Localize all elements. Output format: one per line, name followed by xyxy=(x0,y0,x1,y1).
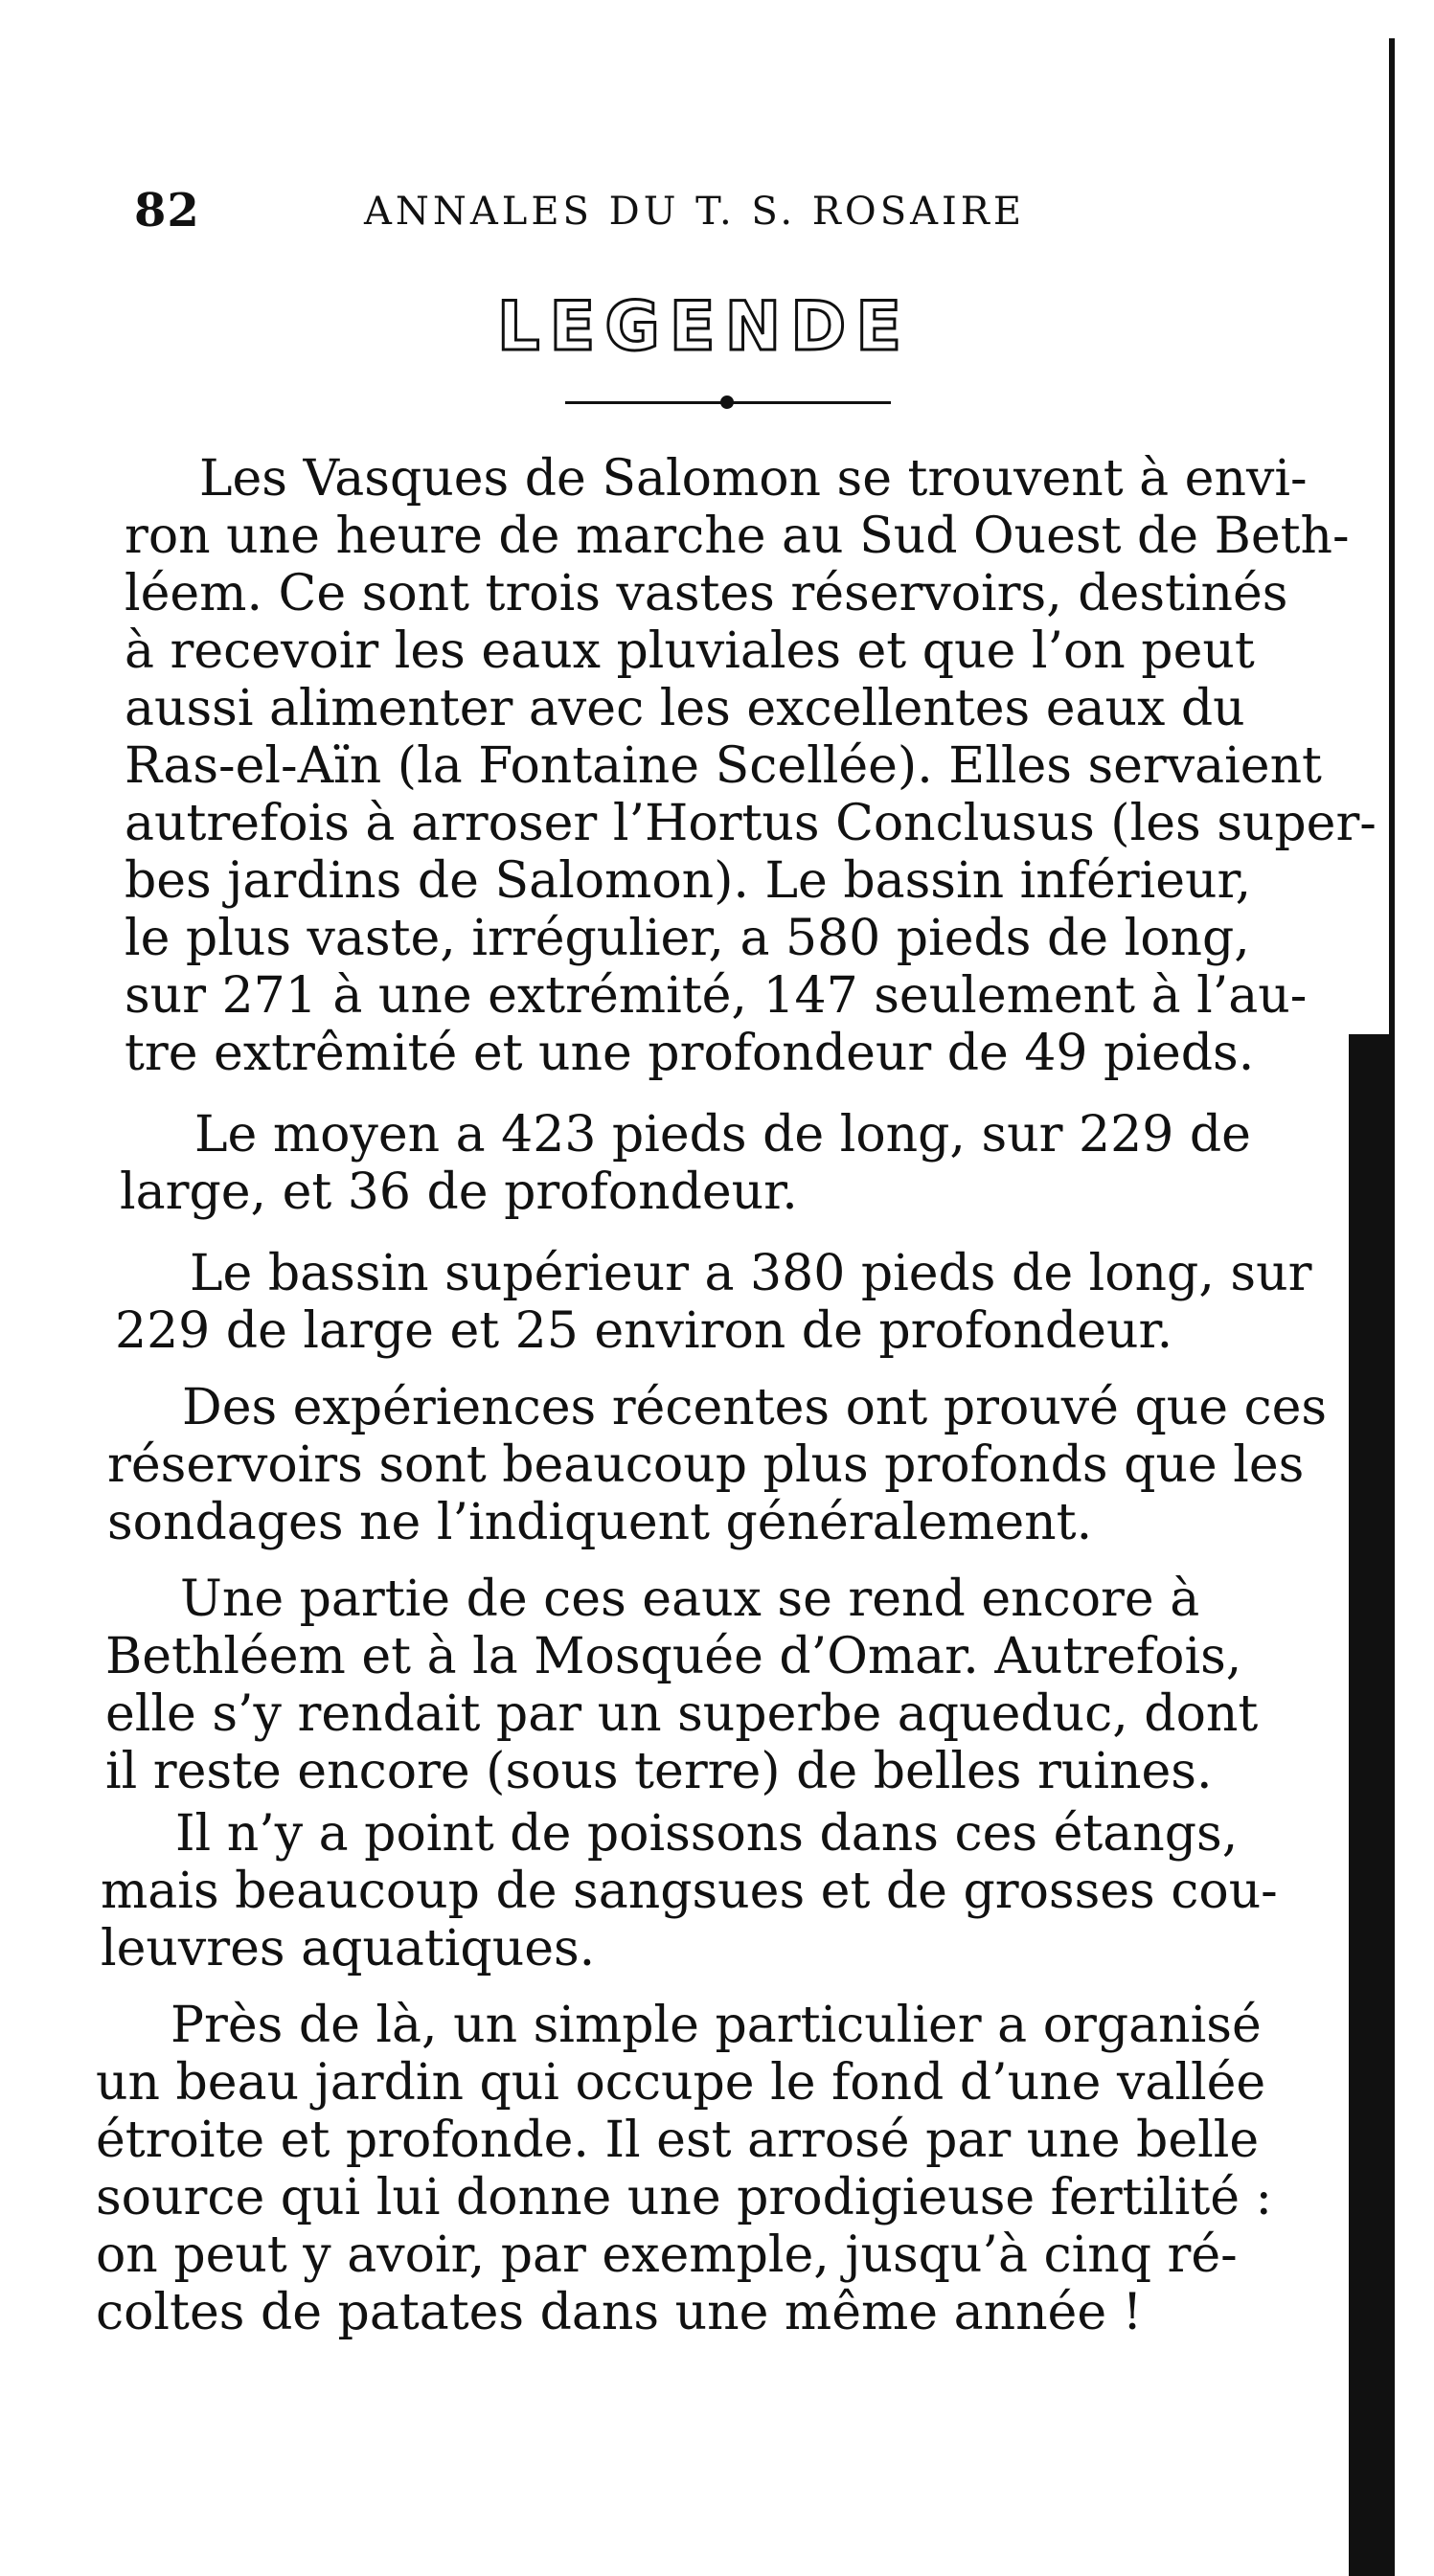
paragraph-line: mais beaucoup de sangsues et de grosses cou- xyxy=(101,1863,1278,1920)
paragraph-line: bes jardins de Salomon). Le bassin inférieur, xyxy=(125,852,1252,910)
paragraph-5 xyxy=(105,1570,1258,1800)
paragraph-line: le plus vaste, irrégulier, a 580 pieds de long, xyxy=(125,910,1250,967)
paragraph-line: Près de là, un simple particulier a organisé xyxy=(171,1997,1262,2054)
paragraph-line: autrefois à arroser l’Hortus Conclusus (les super- xyxy=(125,795,1377,852)
paragraph-line: réservoirs sont beaucoup plus profonds que les xyxy=(107,1436,1305,1494)
paragraph-7 xyxy=(96,1997,1272,2341)
paragraph-line: Le bassin supérieur a 380 pieds de long, sur xyxy=(190,1245,1312,1302)
paragraph-line: elle s’y rendait par un superbe aqueduc, dont xyxy=(105,1685,1259,1743)
paragraph-line: 229 de large et 25 environ de profondeur. xyxy=(115,1302,1173,1360)
paragraph-line: coltes de patates dans une même année ! xyxy=(96,2284,1143,2341)
paragraph-line: Une partie de ces eaux se rend encore à xyxy=(180,1570,1200,1628)
binding-shadow xyxy=(1349,1034,1395,2576)
title-ornament xyxy=(565,393,891,412)
paragraph-line: sondages ne l’indiquent généralement. xyxy=(107,1494,1093,1551)
paragraph-line: on peut y avoir, par exemple, jusqu’à cinq ré- xyxy=(96,2226,1238,2284)
ornament-dot xyxy=(720,395,734,409)
paragraph-line: Bethléem et à la Mosquée d’Omar. Autrefois, xyxy=(105,1628,1242,1685)
running-head: ANNALES DU T. S. ROSAIRE xyxy=(364,190,1026,234)
paragraph-line: il reste encore (sous terre) de belles ruines. xyxy=(105,1743,1213,1800)
paragraph-line: léem. Ce sont trois vastes réservoirs, destinés xyxy=(125,565,1288,622)
paragraph-2 xyxy=(120,1106,1251,1221)
paragraph-line: un beau jardin qui occupe le fond d’une vallée xyxy=(96,2054,1266,2112)
page-number: 82 xyxy=(134,184,200,237)
paragraph-line: sur 271 à une extrémité, 147 seulement à l’au- xyxy=(125,967,1308,1025)
paragraph-line: Les Vasques de Salomon se trouvent à envi- xyxy=(199,450,1308,508)
paragraph-line: Il n’y a point de poissons dans ces étangs, xyxy=(175,1805,1239,1863)
paragraph-line: ron une heure de marche au Sud Ouest de Beth- xyxy=(125,508,1350,565)
paragraph-line: à recevoir les eaux pluviales et que l’on peut xyxy=(125,622,1255,680)
paragraph-line: Des expériences récentes ont prouvé que ces xyxy=(182,1379,1328,1436)
page-header xyxy=(134,184,1092,260)
paragraph-line: Ras-el-Aïn (la Fontaine Scellée). Elles servaient xyxy=(125,737,1322,795)
paragraph-line: source qui lui donne une prodigieuse fertilité : xyxy=(96,2169,1273,2226)
paragraph-line: Le moyen a 423 pieds de long, sur 229 de xyxy=(194,1106,1251,1164)
paragraph-line: tre extrêmité et une profondeur de 49 pieds. xyxy=(125,1025,1255,1082)
paragraph-1 xyxy=(125,450,1377,1082)
paragraph-line: aussi alimenter avec les excellentes eaux du xyxy=(125,680,1245,737)
paragraph-line: large, et 36 de profondeur. xyxy=(120,1164,798,1221)
paragraph-line: leuvres aquatiques. xyxy=(101,1920,596,1977)
paragraph-6 xyxy=(101,1805,1278,1977)
section-title: LEGENDE xyxy=(496,287,912,366)
paragraph-3 xyxy=(115,1245,1311,1360)
paragraph-line: étroite et profonde. Il est arrosé par une belle xyxy=(96,2112,1260,2169)
paragraph-4 xyxy=(107,1379,1327,1551)
